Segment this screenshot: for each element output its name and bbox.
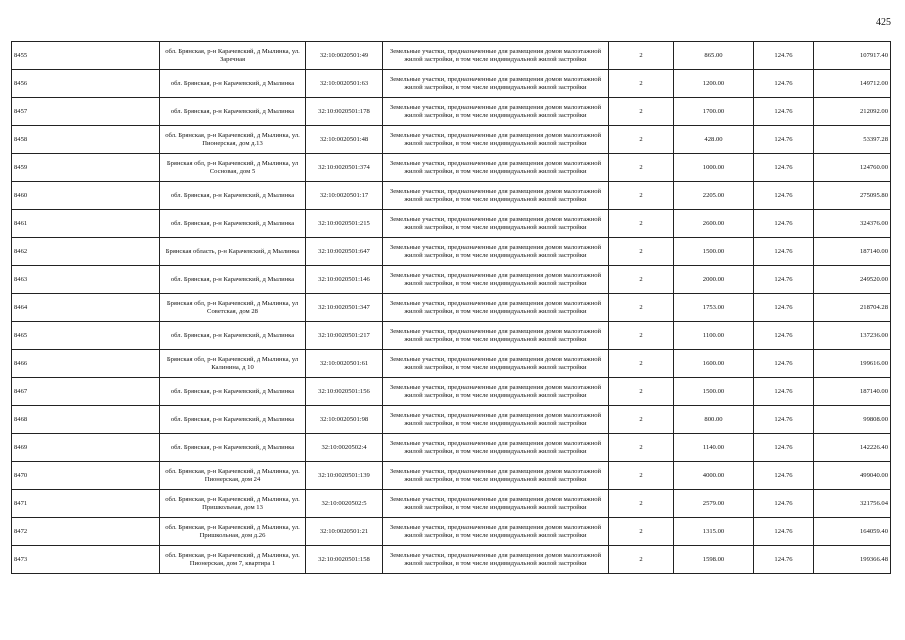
area-cell: 1500.00 [674, 378, 754, 406]
row-number: 8472 [12, 518, 160, 546]
cadastral-number-cell: 32:10:0020501:178 [306, 98, 383, 126]
table-row [12, 406, 891, 434]
table-row [12, 294, 891, 322]
table-row [12, 126, 891, 154]
value-cell: 324376.00 [814, 210, 891, 238]
cadastral-number-cell: 32:10:0020501:156 [306, 378, 383, 406]
area-cell: 1598.00 [674, 546, 754, 574]
value-cell: 142226.40 [814, 434, 891, 462]
cadastral-number-cell: 32:10:0020501:49 [306, 42, 383, 70]
land-registry-table [11, 41, 891, 574]
land-use-cell: Земельные участки, предназначенные для размещения домов малоэтажной жилой застройки, в том числе индивидуальной жилой застройки [383, 238, 609, 266]
value-cell: 99808.00 [814, 406, 891, 434]
address-cell: обл. Брянская, р-н Карачевский, д Мылинка, ул. Пришкольная, дом 13 [160, 490, 306, 518]
rate-cell: 124.76 [754, 42, 814, 70]
address-cell: Брянская область, р-н Карачевский, д Мылинка [160, 238, 306, 266]
land-use-cell: Земельные участки, предназначенные для размещения домов малоэтажной жилой застройки, в том числе индивидуальной жилой застройки [383, 182, 609, 210]
area-cell: 2600.00 [674, 210, 754, 238]
row-number: 8461 [12, 210, 160, 238]
land-use-cell: Земельные участки, предназначенные для размещения домов малоэтажной жилой застройки, в том числе индивидуальной жилой застройки [383, 154, 609, 182]
rate-cell: 124.76 [754, 322, 814, 350]
area-cell: 2205.00 [674, 182, 754, 210]
cadastral-number-cell: 32:10:0020501:158 [306, 546, 383, 574]
category-cell: 2 [609, 42, 674, 70]
value-cell: 199616.00 [814, 350, 891, 378]
row-number: 8465 [12, 322, 160, 350]
value-cell: 321756.04 [814, 490, 891, 518]
category-cell: 2 [609, 322, 674, 350]
row-number: 8467 [12, 378, 160, 406]
address-cell: обл. Брянская, р-н Карачевский, д Мылинка [160, 378, 306, 406]
address-cell: Брянская обл, р-н Карачевский, д Мылинка, ул Советская, дом 28 [160, 294, 306, 322]
land-use-cell: Земельные участки, предназначенные для размещения домов малоэтажной жилой застройки, в том числе индивидуальной жилой застройки [383, 98, 609, 126]
address-cell: обл. Брянская, р-н Карачевский, д Мылинка, ул. Пионерская, дом д.13 [160, 126, 306, 154]
area-cell: 1500.00 [674, 238, 754, 266]
table-row [12, 182, 891, 210]
category-cell: 2 [609, 406, 674, 434]
address-cell: обл. Брянская, р-н Карачевский, д Мылинка [160, 434, 306, 462]
land-use-cell: Земельные участки, предназначенные для размещения домов малоэтажной жилой застройки, в том числе индивидуальной жилой застройки [383, 210, 609, 238]
cadastral-number-cell: 32:10:0020502:5 [306, 490, 383, 518]
address-cell: обл. Брянская, р-н Карачевский, д Мылинка [160, 210, 306, 238]
rate-cell: 124.76 [754, 294, 814, 322]
area-cell: 800.00 [674, 406, 754, 434]
table-row [12, 154, 891, 182]
table-row [12, 518, 891, 546]
address-cell: Брянская обл, р-н Карачевский, д Мылинка, ул Сосновая, дом 5 [160, 154, 306, 182]
row-number: 8469 [12, 434, 160, 462]
rate-cell: 124.76 [754, 490, 814, 518]
category-cell: 2 [609, 154, 674, 182]
category-cell: 2 [609, 490, 674, 518]
row-number: 8455 [12, 42, 160, 70]
cadastral-number-cell: 32:10:0020501:139 [306, 462, 383, 490]
table-row [12, 546, 891, 574]
value-cell: 187140.00 [814, 378, 891, 406]
row-number: 8473 [12, 546, 160, 574]
rate-cell: 124.76 [754, 154, 814, 182]
land-use-cell: Земельные участки, предназначенные для размещения домов малоэтажной жилой застройки, в том числе индивидуальной жилой застройки [383, 546, 609, 574]
land-use-cell: Земельные участки, предназначенные для размещения домов малоэтажной жилой застройки, в том числе индивидуальной жилой застройки [383, 490, 609, 518]
rate-cell: 124.76 [754, 434, 814, 462]
value-cell: 124760.00 [814, 154, 891, 182]
page-number: 425 [876, 17, 891, 28]
area-cell: 428.00 [674, 126, 754, 154]
rate-cell: 124.76 [754, 98, 814, 126]
table-row [12, 350, 891, 378]
rate-cell: 124.76 [754, 406, 814, 434]
address-cell: обл. Брянская, р-н Карачевский, д Мылинка, ул. Пришкольная, дом д.26 [160, 518, 306, 546]
address-cell: обл. Брянская, р-н Карачевский, д Мылинка [160, 98, 306, 126]
value-cell: 218704.28 [814, 294, 891, 322]
address-cell: Брянская обл, р-н Карачевский, д Мылинка, ул Калинина, д 10 [160, 350, 306, 378]
cadastral-number-cell: 32:10:0020501:215 [306, 210, 383, 238]
category-cell: 2 [609, 546, 674, 574]
category-cell: 2 [609, 182, 674, 210]
land-use-cell: Земельные участки, предназначенные для размещения домов малоэтажной жилой застройки, в том числе индивидуальной жилой застройки [383, 294, 609, 322]
rate-cell: 124.76 [754, 126, 814, 154]
row-number: 8462 [12, 238, 160, 266]
address-cell: обл. Брянская, р-н Карачевский, д Мылинка [160, 266, 306, 294]
value-cell: 137236.00 [814, 322, 891, 350]
rate-cell: 124.76 [754, 378, 814, 406]
row-number: 8468 [12, 406, 160, 434]
cadastral-number-cell: 32:10:0020501:61 [306, 350, 383, 378]
row-number: 8459 [12, 154, 160, 182]
table-row [12, 378, 891, 406]
table-row [12, 238, 891, 266]
rate-cell: 124.76 [754, 546, 814, 574]
value-cell: 53397.28 [814, 126, 891, 154]
area-cell: 1600.00 [674, 350, 754, 378]
land-use-cell: Земельные участки, предназначенные для размещения домов малоэтажной жилой застройки, в том числе индивидуальной жилой застройки [383, 70, 609, 98]
land-use-cell: Земельные участки, предназначенные для размещения домов малоэтажной жилой застройки, в том числе индивидуальной жилой застройки [383, 322, 609, 350]
value-cell: 199366.48 [814, 546, 891, 574]
rate-cell: 124.76 [754, 210, 814, 238]
land-use-cell: Земельные участки, предназначенные для размещения домов малоэтажной жилой застройки, в том числе индивидуальной жилой застройки [383, 406, 609, 434]
land-use-cell: Земельные участки, предназначенные для размещения домов малоэтажной жилой застройки, в том числе индивидуальной жилой застройки [383, 378, 609, 406]
category-cell: 2 [609, 434, 674, 462]
category-cell: 2 [609, 350, 674, 378]
value-cell: 249520.00 [814, 266, 891, 294]
value-cell: 149712.00 [814, 70, 891, 98]
cadastral-number-cell: 32:10:0020501:374 [306, 154, 383, 182]
category-cell: 2 [609, 238, 674, 266]
area-cell: 1315.00 [674, 518, 754, 546]
address-cell: обл. Брянская, р-н Карачевский, д Мылинка, ул. Пионерская, дом 24 [160, 462, 306, 490]
area-cell: 1700.00 [674, 98, 754, 126]
category-cell: 2 [609, 266, 674, 294]
table-row [12, 70, 891, 98]
table-row [12, 98, 891, 126]
table-row [12, 490, 891, 518]
address-cell: обл. Брянская, р-н Карачевский, д Мылинка, ул. Пионерская, дом 7, квартира 1 [160, 546, 306, 574]
cadastral-number-cell: 32:10:0020501:347 [306, 294, 383, 322]
land-use-cell: Земельные участки, предназначенные для размещения домов малоэтажной жилой застройки, в том числе индивидуальной жилой застройки [383, 462, 609, 490]
category-cell: 2 [609, 378, 674, 406]
row-number: 8464 [12, 294, 160, 322]
cadastral-number-cell: 32:10:0020502:4 [306, 434, 383, 462]
category-cell: 2 [609, 518, 674, 546]
table-row [12, 434, 891, 462]
value-cell: 107917.40 [814, 42, 891, 70]
area-cell: 1753.00 [674, 294, 754, 322]
cadastral-number-cell: 32:10:0020501:146 [306, 266, 383, 294]
land-use-cell: Земельные участки, предназначенные для размещения домов малоэтажной жилой застройки, в том числе индивидуальной жилой застройки [383, 126, 609, 154]
area-cell: 1140.00 [674, 434, 754, 462]
cadastral-number-cell: 32:10:0020501:21 [306, 518, 383, 546]
land-use-cell: Земельные участки, предназначенные для размещения домов малоэтажной жилой застройки, в том числе индивидуальной жилой застройки [383, 42, 609, 70]
land-use-cell: Земельные участки, предназначенные для размещения домов малоэтажной жилой застройки, в том числе индивидуальной жилой застройки [383, 350, 609, 378]
value-cell: 212092.00 [814, 98, 891, 126]
area-cell: 1100.00 [674, 322, 754, 350]
category-cell: 2 [609, 462, 674, 490]
area-cell: 1200.00 [674, 70, 754, 98]
value-cell: 499040.00 [814, 462, 891, 490]
row-number: 8460 [12, 182, 160, 210]
address-cell: обл. Брянская, р-н Карачевский, д Мылинка [160, 406, 306, 434]
table-row [12, 322, 891, 350]
area-cell: 4000.00 [674, 462, 754, 490]
row-number: 8463 [12, 266, 160, 294]
category-cell: 2 [609, 70, 674, 98]
cadastral-number-cell: 32:10:0020501:17 [306, 182, 383, 210]
address-cell: обл. Брянская, р-н Карачевский, д Мылинка [160, 182, 306, 210]
value-cell: 164059.40 [814, 518, 891, 546]
land-use-cell: Земельные участки, предназначенные для размещения домов малоэтажной жилой застройки, в том числе индивидуальной жилой застройки [383, 518, 609, 546]
row-number: 8457 [12, 98, 160, 126]
row-number: 8458 [12, 126, 160, 154]
land-use-cell: Земельные участки, предназначенные для размещения домов малоэтажной жилой застройки, в том числе индивидуальной жилой застройки [383, 434, 609, 462]
value-cell: 275095.80 [814, 182, 891, 210]
area-cell: 2579.00 [674, 490, 754, 518]
rate-cell: 124.76 [754, 70, 814, 98]
address-cell: обл. Брянская, р-н Карачевский, д Мылинка [160, 322, 306, 350]
category-cell: 2 [609, 294, 674, 322]
area-cell: 1000.00 [674, 154, 754, 182]
row-number: 8470 [12, 462, 160, 490]
area-cell: 2000.00 [674, 266, 754, 294]
category-cell: 2 [609, 98, 674, 126]
address-cell: обл. Брянская, р-н Карачевский, д Мылинка, ул. Заречная [160, 42, 306, 70]
table-row [12, 266, 891, 294]
table-row [12, 42, 891, 70]
rate-cell: 124.76 [754, 518, 814, 546]
cadastral-number-cell: 32:10:0020501:217 [306, 322, 383, 350]
cadastral-number-cell: 32:10:0020501:98 [306, 406, 383, 434]
cadastral-number-cell: 32:10:0020501:48 [306, 126, 383, 154]
area-cell: 865.00 [674, 42, 754, 70]
table-row [12, 210, 891, 238]
rate-cell: 124.76 [754, 266, 814, 294]
value-cell: 187140.00 [814, 238, 891, 266]
rate-cell: 124.76 [754, 182, 814, 210]
land-use-cell: Земельные участки, предназначенные для размещения домов малоэтажной жилой застройки, в том числе индивидуальной жилой застройки [383, 266, 609, 294]
category-cell: 2 [609, 126, 674, 154]
table-row [12, 462, 891, 490]
row-number: 8456 [12, 70, 160, 98]
rate-cell: 124.76 [754, 350, 814, 378]
cadastral-number-cell: 32:10:0020501:63 [306, 70, 383, 98]
rate-cell: 124.76 [754, 238, 814, 266]
row-number: 8466 [12, 350, 160, 378]
cadastral-number-cell: 32:10:0020501:647 [306, 238, 383, 266]
category-cell: 2 [609, 210, 674, 238]
rate-cell: 124.76 [754, 462, 814, 490]
address-cell: обл. Брянская, р-н Карачевский, д Мылинка [160, 70, 306, 98]
row-number: 8471 [12, 490, 160, 518]
